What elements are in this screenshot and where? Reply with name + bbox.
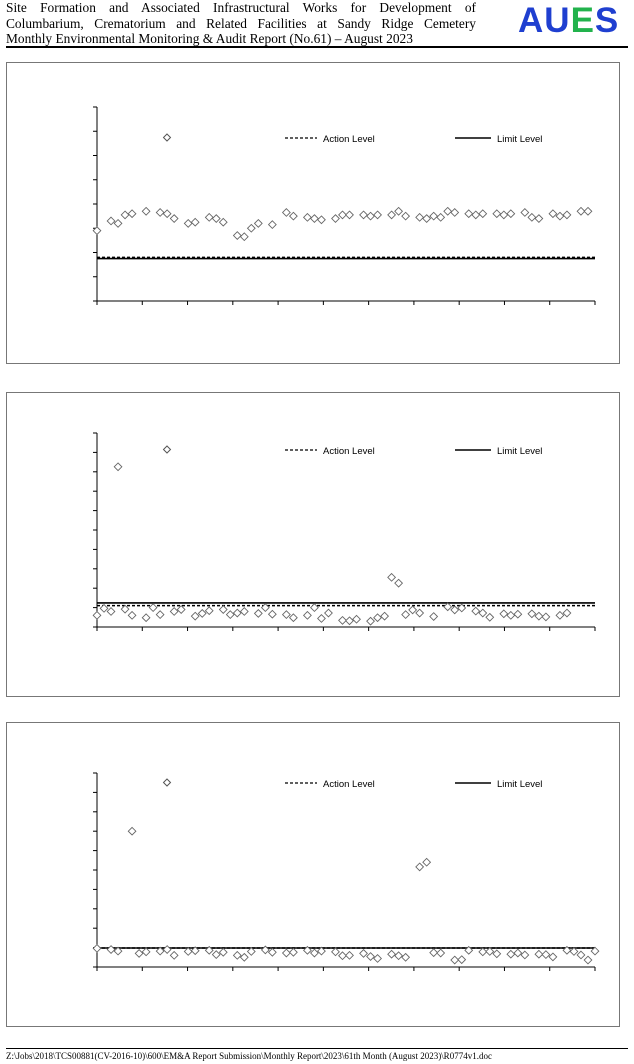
data-point	[219, 606, 227, 614]
data-point	[233, 952, 241, 960]
legend-limit-label: Limit Level	[497, 446, 543, 457]
data-point	[283, 611, 291, 619]
data-point	[346, 617, 354, 625]
data-point	[528, 610, 536, 618]
data-point	[458, 956, 466, 964]
data-point	[451, 606, 459, 614]
data-point	[121, 211, 129, 219]
do-chart	[7, 63, 619, 363]
data-point	[360, 950, 368, 958]
logo-letter-a: A	[518, 1, 545, 40]
data-point	[142, 948, 150, 956]
data-point	[142, 614, 150, 622]
data-point	[451, 956, 459, 964]
data-point	[318, 615, 326, 623]
data-point	[107, 217, 115, 225]
data-point	[346, 952, 354, 960]
data-point	[500, 610, 508, 618]
data-point	[318, 216, 326, 224]
data-point	[339, 617, 347, 625]
data-point	[437, 214, 445, 222]
logo-letter-u: U	[544, 1, 571, 40]
data-point	[205, 214, 213, 222]
data-point	[128, 210, 136, 218]
data-point	[584, 207, 592, 215]
data-point	[388, 950, 396, 958]
data-point	[395, 579, 403, 587]
logo-letter-s: S	[594, 1, 620, 40]
footer-rule	[6, 1048, 628, 1049]
data-point	[577, 951, 585, 959]
data-point	[556, 612, 564, 620]
data-point	[290, 948, 298, 956]
data-point	[353, 615, 361, 623]
data-point	[367, 953, 375, 961]
data-point	[255, 220, 263, 228]
data-point	[248, 948, 256, 956]
data-point	[374, 955, 382, 963]
data-point	[219, 948, 227, 956]
data-point	[549, 953, 557, 961]
data-point	[521, 951, 529, 959]
data-point	[114, 220, 122, 228]
data-point	[135, 950, 143, 958]
data-point	[184, 948, 192, 956]
data-point	[170, 608, 178, 616]
data-point	[332, 948, 340, 956]
data-point	[255, 610, 263, 618]
data-point	[156, 209, 164, 217]
data-point	[486, 948, 494, 956]
data-point	[500, 211, 508, 219]
data-point	[493, 210, 501, 218]
data-point	[290, 212, 298, 220]
data-point	[423, 858, 431, 866]
data-point	[325, 609, 333, 617]
data-point	[493, 950, 501, 958]
legend-series-marker	[164, 446, 171, 453]
data-point	[507, 950, 515, 958]
data-point	[479, 210, 487, 218]
data-point	[360, 211, 368, 219]
data-point	[472, 211, 480, 219]
data-point	[248, 224, 256, 232]
data-point	[283, 209, 291, 217]
data-point	[409, 606, 417, 614]
data-point	[395, 207, 403, 215]
data-point	[388, 574, 396, 582]
data-point	[507, 612, 515, 620]
legend-limit-label: Limit Level	[497, 134, 543, 145]
data-point	[163, 210, 171, 218]
data-point	[416, 609, 424, 617]
data-point	[269, 948, 277, 956]
data-point	[423, 215, 431, 223]
data-point	[226, 611, 234, 619]
data-point	[184, 220, 192, 228]
header-rule	[6, 46, 628, 48]
data-point	[93, 945, 101, 953]
data-point	[535, 950, 543, 958]
header-line-3: Monthly Environmental Monitoring & Audit Report (No.61) – August 2023	[6, 31, 413, 46]
data-point	[479, 609, 487, 617]
data-point	[542, 613, 550, 621]
data-point	[233, 232, 241, 240]
data-point	[149, 604, 157, 612]
data-point	[528, 214, 536, 222]
data-point	[402, 212, 410, 220]
data-point	[93, 612, 101, 620]
data-point	[163, 946, 171, 954]
data-point	[367, 617, 375, 625]
data-point	[584, 956, 592, 964]
ss-chart	[7, 723, 619, 1026]
data-point	[374, 211, 382, 219]
data-point	[269, 221, 277, 229]
data-point	[395, 952, 403, 960]
data-point	[100, 605, 108, 613]
data-point	[416, 863, 424, 871]
data-point	[128, 612, 136, 620]
data-point	[177, 606, 185, 614]
data-point	[521, 209, 529, 217]
data-point	[486, 614, 494, 622]
data-point	[479, 948, 487, 956]
data-point	[114, 463, 122, 471]
footer-file-path: Z:\Jobs\2018\TCS00881(CV-2016-10)\600\EM&A Report Submission\Monthly Report\2023\61th Month (August 2023)\R0774v1.doc	[6, 1051, 492, 1061]
data-point	[563, 211, 571, 219]
data-point	[212, 951, 220, 959]
data-point	[332, 215, 340, 223]
data-point	[107, 946, 115, 954]
legend-action-label: Action Level	[323, 779, 375, 790]
data-point	[240, 954, 248, 962]
data-point	[170, 215, 178, 223]
do-chart-frame	[6, 62, 620, 364]
data-point	[290, 614, 298, 622]
legend-limit-label: Limit Level	[497, 779, 543, 790]
data-point	[240, 233, 248, 241]
data-point	[402, 611, 410, 619]
data-point	[381, 612, 389, 620]
data-point	[212, 215, 220, 223]
data-point	[219, 218, 227, 226]
data-point	[367, 212, 375, 220]
data-point	[465, 210, 473, 218]
data-point	[304, 612, 312, 620]
data-point	[514, 610, 522, 618]
data-point	[339, 952, 347, 960]
data-point	[514, 949, 522, 957]
logo-letter-e: E	[570, 1, 595, 40]
data-point	[191, 218, 199, 226]
data-point	[542, 951, 550, 959]
data-point	[346, 211, 354, 219]
data-point	[304, 214, 312, 222]
data-point	[233, 609, 241, 617]
legend-series-marker	[164, 134, 171, 141]
data-point	[437, 949, 445, 957]
data-point	[142, 207, 150, 215]
data-point	[240, 608, 248, 616]
turbidity-chart	[7, 393, 619, 696]
data-point	[570, 948, 578, 956]
data-point	[556, 212, 564, 220]
turbidity-chart-frame	[6, 392, 620, 697]
data-point	[374, 614, 382, 622]
data-point	[535, 612, 543, 620]
legend-action-label: Action Level	[323, 134, 375, 145]
data-point	[269, 610, 277, 618]
data-point	[311, 215, 319, 223]
data-point	[416, 214, 424, 222]
data-point	[444, 207, 452, 215]
legend-series-marker	[164, 779, 171, 786]
data-point	[430, 212, 438, 220]
data-point	[402, 954, 410, 962]
aues-logo	[518, 2, 619, 40]
data-point	[121, 605, 129, 613]
data-point	[451, 209, 459, 217]
data-point	[430, 949, 438, 957]
header-line-1: Site Formation and Associated Infrastructural Works for Development of	[6, 0, 476, 15]
data-point	[283, 949, 291, 957]
data-point	[128, 827, 136, 835]
data-point	[107, 608, 115, 616]
data-point	[563, 609, 571, 617]
data-point	[388, 211, 396, 219]
data-point	[444, 603, 452, 611]
data-point	[170, 952, 178, 960]
report-header	[6, 0, 476, 47]
header-line-2: Columbarium, Crematorium and Related Facilities at Sandy Ridge Cemetery	[6, 15, 476, 31]
data-point	[430, 613, 438, 621]
ss-chart-frame	[6, 722, 620, 1027]
data-point	[472, 607, 480, 615]
legend-action-label: Action Level	[323, 446, 375, 457]
data-point	[507, 210, 515, 218]
data-point	[549, 210, 557, 218]
data-point	[535, 215, 543, 223]
data-point	[156, 611, 164, 619]
